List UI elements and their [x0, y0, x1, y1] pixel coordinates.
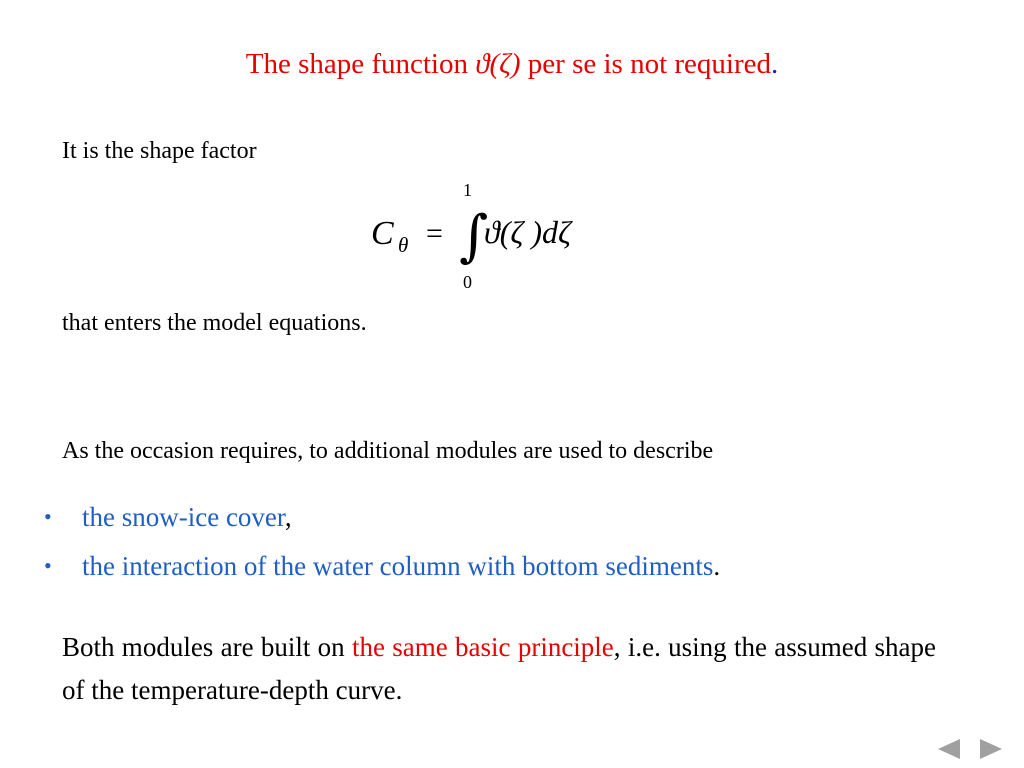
- slide-navigation: [936, 738, 1004, 760]
- formula-equals: =: [426, 217, 443, 250]
- bullet-item-snow-ice-tail: ,: [284, 502, 292, 532]
- shape-factor-formula: [360, 172, 660, 302]
- bullet-item-snow-ice: [44, 502, 720, 551]
- title-text-end: per se is not required: [520, 48, 771, 80]
- next-slide-button[interactable]: [978, 738, 1004, 760]
- bullet-item-sediments: [44, 551, 720, 600]
- formula-lhs-main: C: [371, 215, 394, 252]
- bullet-dot-icon: •: [44, 504, 52, 529]
- triangle-right-icon: [978, 738, 1004, 760]
- bullet-item-sediments-text: the interaction of the water column with bottom sediments: [82, 551, 714, 581]
- final-paragraph-start: Both modules are built on: [62, 632, 352, 662]
- final-paragraph-highlight: the same basic principle: [351, 632, 614, 662]
- previous-slide-button[interactable]: [936, 738, 962, 760]
- final-paragraph-end: , i.e. using the assumed shape of the temperature-depth curve.: [62, 632, 936, 705]
- bullet-item-sediments-tail: .: [713, 551, 721, 581]
- after-formula-text: that enters the model equations.: [62, 310, 367, 336]
- slide-title: [0, 48, 1024, 81]
- formula-lhs-subscript: θ: [398, 233, 409, 257]
- intro-text: It is the shape factor: [62, 138, 257, 164]
- module-bullet-list: [44, 502, 720, 600]
- formula-upper-limit: 1: [463, 180, 472, 200]
- formula-integrand: ϑ(ζ )dζ: [484, 214, 571, 250]
- triangle-left-icon: [936, 738, 962, 760]
- title-shape-symbol: ϑ(ζ): [475, 48, 521, 80]
- formula-lower-limit: 0: [463, 272, 472, 292]
- formula-integral-sign: ∫: [459, 204, 489, 269]
- bullet-item-snow-ice-text: the snow-ice cover: [82, 502, 285, 532]
- title-period: .: [771, 48, 779, 80]
- title-text-start: The shape function: [245, 48, 476, 80]
- bullet-dot-icon: •: [44, 553, 52, 578]
- occasion-text: As the occasion requires, to additional modules are used to describe: [62, 438, 714, 464]
- final-paragraph: [62, 626, 936, 712]
